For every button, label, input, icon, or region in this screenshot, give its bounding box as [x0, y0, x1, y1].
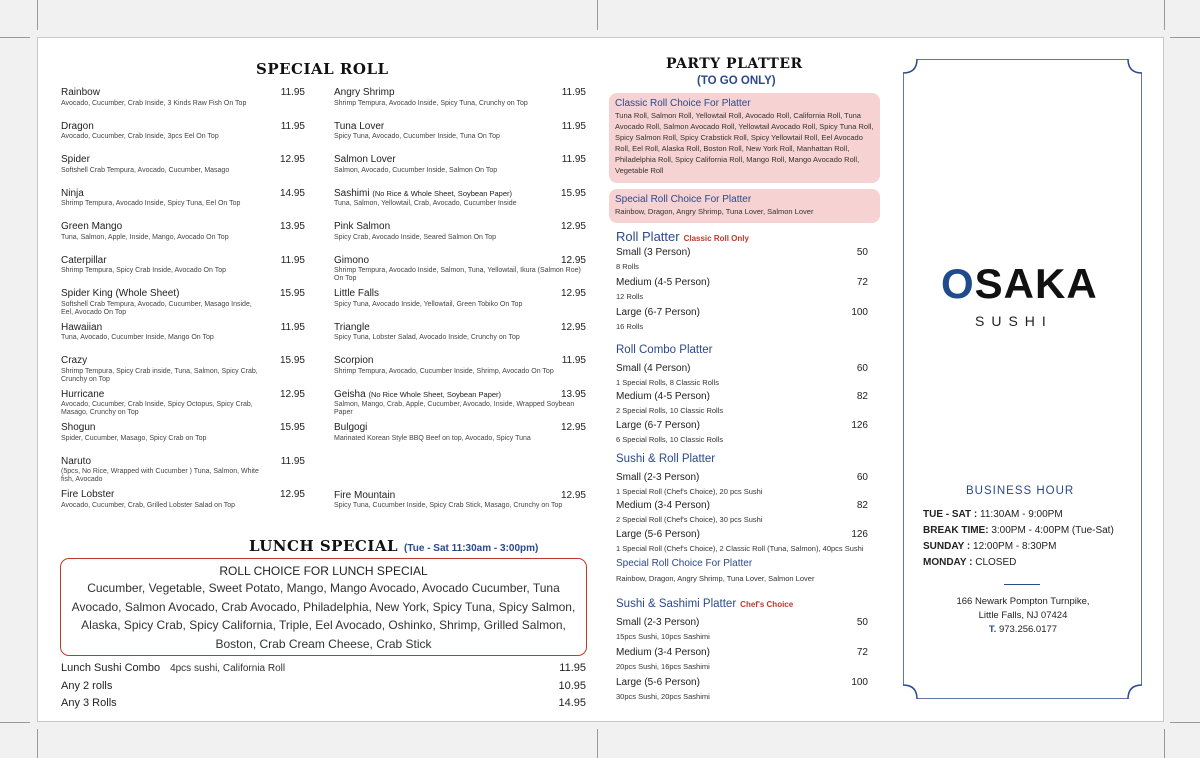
logo-subtitle: SUSHI	[975, 313, 1053, 329]
roll-name-text: Sashimi	[334, 187, 370, 199]
special-roll-item	[334, 254, 586, 288]
roll-price: 11.95	[561, 154, 586, 165]
roll-name-text: Fire Lobster	[61, 489, 115, 500]
crop-mark	[1164, 0, 1165, 30]
platter-price: 126	[851, 529, 868, 540]
platter-item	[616, 472, 868, 497]
platter-price: 82	[856, 500, 868, 511]
address-line-1: 166 Newark Pompton Turnpike,	[956, 596, 1090, 607]
special-roll-item	[334, 489, 586, 523]
lunch-item-price: 14.95	[558, 697, 586, 709]
roll-name	[61, 86, 305, 99]
roll-description: Spicy Tuna, Lobster Salad, Avocado Inside, Crunchy on Top	[334, 334, 520, 341]
special-roll-item	[61, 421, 305, 455]
roll-description: Spider, Cucumber, Masago, Spicy Crab on Top	[61, 434, 207, 442]
platter-desc: 20pcs Sushi, 16pcs Sashimi	[616, 662, 710, 671]
roll-price: 11.95	[280, 120, 305, 132]
roll-name-text: Naruto	[61, 455, 92, 467]
platter-desc: 8 Rolls	[616, 262, 639, 271]
crop-mark	[37, 0, 38, 30]
platter-size: Large (6-7 Person)	[616, 307, 700, 318]
roll-price: 11.95	[280, 455, 305, 467]
platter-desc: 15pcs Sushi, 10pcs Sashimi	[616, 632, 710, 641]
logo-text: SAKA	[974, 260, 1098, 307]
roll-description: Avocado, Cucumber, Crab Inside, 3pcs Eel On Top	[61, 133, 219, 140]
phone-label: T.	[988, 624, 997, 635]
roll-price: 15.95	[279, 422, 305, 433]
roll-name	[334, 187, 586, 200]
sushi-roll-platter-title: Sushi & Roll Platter	[616, 453, 716, 465]
roll-description: Softshell Crab Tempura, Avocado, Cucumber, Masago Inside, Eel, Avocado On Top	[61, 300, 252, 316]
roll-description: Tuna, Salmon, Yellowtail, Crab, Avocado, Cucumber Inside	[334, 200, 517, 207]
roll-description: Marinated Korean Style BBQ Beef on top, Avocado, Spicy Tuna	[334, 434, 531, 442]
platter-size: Medium (3-4 Person)	[616, 647, 710, 658]
business-hour-row	[923, 509, 1063, 520]
lunch-item-desc: 4pcs sushi, California Roll	[170, 663, 286, 674]
special-roll-item	[334, 120, 586, 154]
divider	[1004, 584, 1040, 585]
sushi-roll-choice-title: Special Roll Choice For Platter	[616, 558, 753, 569]
roll-description: Softshell Crab Tempura, Avocado, Cucumber, Masago	[61, 166, 230, 174]
roll-name-text: Dragon	[61, 120, 94, 132]
sashimi-platter-title	[616, 598, 793, 610]
crop-mark	[1170, 722, 1200, 723]
roll-note: (No Rice & Whole Sheet, Soybean Paper)	[372, 188, 513, 198]
roll-name-text: Crazy	[61, 355, 88, 366]
roll-name	[61, 488, 305, 501]
platter-size: Large (5-6 Person)	[616, 529, 700, 540]
lunch-item	[61, 661, 586, 676]
platter-size: Small (2-3 Person)	[616, 472, 700, 483]
roll-description: Shrimp Tempura, Avocado Inside, Spicy Tuna, Eel On Top	[61, 200, 241, 207]
roll-name	[334, 254, 586, 267]
roll-note: (No Rice Whole Sheet, Soybean Paper)	[368, 389, 502, 399]
roll-description: Shrimp Tempura, Spicy Crab Inside, Avocado On Top	[61, 267, 226, 274]
roll-platter-tag: Classic Roll Only	[683, 234, 749, 243]
special-roll-choice-title: Special Roll Choice For Platter	[615, 194, 752, 205]
roll-price: 12.95	[279, 388, 305, 400]
roll-name-text: Spider	[61, 154, 90, 165]
special-roll-item	[61, 86, 305, 120]
platter-price: 60	[856, 472, 868, 483]
platter-size: Large (6-7 Person)	[616, 420, 700, 431]
lunch-item	[61, 696, 586, 710]
roll-name	[61, 254, 305, 267]
roll-price: 12.95	[560, 489, 586, 501]
special-roll-item	[334, 455, 586, 489]
roll-description: Tuna, Salmon, Apple, Inside, Mango, Avocado On Top	[61, 233, 229, 241]
platter-item	[616, 247, 868, 272]
platter-item	[616, 529, 868, 554]
roll-price: 11.95	[280, 321, 305, 333]
lunch-special-title: LUNCH SPECIAL	[249, 537, 399, 555]
classic-roll-choice-list: Tuna Roll, Salmon Roll, Yellowtail Roll, Avocado Roll, California Roll, Tuna Avocado Roll, Salmon Avocado Roll, Yellowtail Avocado Roll, Spicy Tuna Roll, Spicy Salmon Roll, Spicy Crabstick Roll, Spicy Yellowtail Roll, Eel Avocado Roll, Eel Roll, Alaska Roll, Boston Roll, New York Roll, Manhattan Roll, Philadelphia Roll, Spicy California Roll, Mango Roll, Mango Avocado Roll, Vegetable Roll	[615, 111, 874, 175]
platter-item	[616, 647, 868, 672]
combo-platter-title: Roll Combo Platter	[616, 344, 713, 356]
roll-name-text: Salmon Lover	[334, 154, 396, 165]
roll-name-text: Hurricane	[61, 388, 105, 400]
business-hour-value: 12:00PM - 8:30PM	[973, 541, 1057, 552]
platter-item	[616, 500, 868, 525]
roll-price: 15.95	[279, 288, 305, 299]
roll-name	[61, 321, 305, 334]
platter-desc: 2 Special Rolls, 10 Classic Rolls	[616, 406, 724, 415]
platter-price: 82	[856, 391, 868, 402]
lunch-item	[61, 679, 586, 693]
roll-name	[61, 421, 305, 434]
roll-name	[61, 287, 305, 300]
special-roll-item	[334, 321, 586, 355]
roll-name	[334, 287, 586, 300]
platter-item	[616, 677, 868, 702]
crop-mark	[597, 729, 598, 758]
platter-size: Medium (4-5 Person)	[616, 277, 710, 288]
roll-price: 12.95	[560, 422, 586, 433]
sashimi-platter-title-text: Sushi & Sashimi Platter	[616, 598, 737, 610]
roll-price: 12.95	[560, 321, 586, 333]
platter-size: Small (2-3 Person)	[616, 617, 700, 628]
crop-mark	[597, 0, 598, 30]
roll-price: 12.95	[279, 154, 305, 165]
roll-price: 15.95	[279, 355, 305, 366]
crop-mark	[37, 729, 38, 758]
special-roll-item	[61, 187, 305, 221]
platter-price: 60	[856, 363, 868, 374]
business-hour-value: 3:00PM - 4:00PM (Tue-Sat)	[991, 525, 1114, 536]
roll-name-text: Ninja	[61, 187, 84, 199]
party-platter-subtitle: (TO GO ONLY)	[697, 75, 776, 87]
platter-price: 50	[856, 247, 868, 258]
platter-price: 126	[851, 420, 868, 431]
roll-name-text: Bulgogi	[334, 422, 368, 433]
roll-name	[61, 354, 305, 367]
osaka-logo	[941, 262, 1098, 306]
platter-price: 100	[851, 677, 868, 688]
business-hour-row	[923, 557, 1016, 568]
roll-name-text: Rainbow	[61, 87, 100, 98]
roll-description: Shrimp Tempura, Avocado, Cucumber Inside, Shrimp, Avocado On Top	[334, 367, 554, 375]
roll-price: 12.95	[560, 254, 586, 266]
roll-name-text: Gimono	[334, 254, 370, 266]
business-hour-row	[923, 525, 1114, 536]
special-roll-title: SPECIAL ROLL	[256, 60, 389, 78]
roll-name-text: Hawaiian	[61, 321, 103, 333]
roll-description: Shrimp Tempura, Avocado Inside, Spicy Tuna, Crunchy on Top	[334, 99, 528, 107]
platter-desc: 1 Special Roll (Chef's Choice), 20 pcs Sushi	[616, 487, 763, 496]
platter-price: 72	[856, 277, 868, 288]
platter-desc: 16 Rolls	[616, 322, 644, 331]
lunch-special-header	[249, 537, 538, 556]
special-roll-item	[334, 153, 586, 187]
sushi-roll-choice-list: Rainbow, Dragon, Angry Shrimp, Tuna Lover, Salmon Lover	[616, 574, 815, 583]
lunch-item-name: Any 2 rolls	[61, 680, 113, 692]
platter-desc: 30pcs Sushi, 20pcs Sashimi	[616, 692, 710, 701]
roll-price: 12.95	[279, 489, 305, 500]
lunch-item-name: Any 3 Rolls	[61, 697, 117, 709]
special-roll-column-right	[334, 86, 586, 522]
special-roll-choice-box	[609, 189, 880, 223]
roll-price: 13.95	[560, 388, 586, 400]
lunch-item-price: 10.95	[558, 680, 586, 692]
roll-price: 15.95	[560, 187, 586, 199]
roll-name-text: Pink Salmon	[334, 221, 391, 232]
roll-name	[334, 489, 586, 502]
roll-description: Spicy Crab, Avocado Inside, Seared Salmon On Top	[334, 233, 497, 241]
roll-platter-title	[616, 229, 749, 244]
phone-number	[903, 624, 1143, 635]
platter-size: Large (5-6 Person)	[616, 677, 700, 688]
special-roll-item	[61, 120, 305, 154]
roll-description: Spicy Tuna, Avocado, Cucumber Inside, Tuna On Top	[334, 133, 500, 140]
roll-name	[334, 220, 586, 233]
special-roll-item	[334, 86, 586, 120]
roll-name-text: Fire Mountain	[334, 489, 396, 501]
crop-mark	[1164, 729, 1165, 758]
roll-name	[334, 388, 586, 401]
platter-item	[616, 391, 868, 416]
roll-price: 12.95	[560, 288, 586, 299]
lunch-item-price: 11.95	[559, 662, 586, 674]
roll-price: 11.95	[561, 355, 586, 366]
special-roll-item	[61, 254, 305, 288]
business-hour-label: SUNDAY :	[923, 541, 971, 552]
platter-price: 100	[851, 307, 868, 318]
lunch-item-name: Lunch Sushi Combo	[61, 662, 161, 674]
roll-name-text: Triangle	[334, 321, 370, 333]
roll-name-text: Little Falls	[334, 288, 380, 299]
roll-name-text: Caterpillar	[61, 254, 107, 266]
platter-desc: 6 Special Rolls, 10 Classic Rolls	[616, 435, 724, 444]
special-roll-item	[61, 488, 305, 522]
roll-description: Avocado, Cucumber, Crab Inside, Spicy Octopus, Spicy Crab, Masago, Crunchy on Top	[61, 401, 253, 417]
roll-name-text: Geisha	[334, 388, 366, 400]
special-roll-item	[61, 287, 305, 321]
roll-description: Tuna, Avocado, Cucumber Inside, Mango On Top	[61, 334, 214, 341]
roll-name	[61, 153, 305, 166]
roll-description: Avocado, Cucumber, Crab Inside, 3 Kinds Raw Fish On Top	[61, 99, 247, 107]
special-roll-item	[61, 388, 305, 422]
special-roll-item	[61, 354, 305, 388]
special-roll-item	[334, 287, 586, 321]
platter-size: Medium (3-4 Person)	[616, 500, 710, 511]
business-hour-label: BREAK TIME:	[923, 525, 989, 536]
logo-letter-o: O	[941, 260, 975, 307]
special-roll-item	[334, 354, 586, 388]
crop-mark	[1170, 37, 1200, 38]
platter-size: Medium (4-5 Person)	[616, 391, 710, 402]
platter-size: Small (3 Person)	[616, 247, 691, 258]
roll-name-text: Angry Shrimp	[334, 87, 395, 98]
business-hour-label: TUE - SAT :	[923, 509, 978, 520]
special-roll-item	[334, 388, 586, 422]
special-roll-choice-list: Rainbow, Dragon, Angry Shrimp, Tuna Lover, Salmon Lover	[615, 207, 814, 216]
special-roll-item	[61, 220, 305, 254]
classic-roll-choice-title: Classic Roll Choice For Platter	[615, 98, 751, 109]
roll-description: Shrimp Tempura, Avocado Inside, Salmon, Tuna, Yellowtail, Ikura (Salmon Roe) On Top	[334, 267, 581, 283]
address-line-2: Little Falls, NJ 07424	[978, 610, 1068, 621]
roll-price: 11.95	[280, 87, 305, 98]
roll-description: Salmon, Avocado, Cucumber Inside, Salmon On Top	[334, 166, 498, 174]
phone-value: 973.256.0177	[998, 624, 1058, 635]
roll-name	[61, 388, 305, 401]
roll-price: 11.95	[561, 120, 586, 132]
business-hour-row	[923, 541, 1056, 552]
roll-price: 14.95	[279, 187, 305, 199]
platter-price: 50	[856, 617, 868, 628]
crop-mark	[0, 722, 30, 723]
roll-name-text: Green Mango	[61, 221, 123, 232]
special-roll-column-left	[61, 86, 305, 522]
special-roll-item	[334, 187, 586, 221]
roll-name-text: Scorpion	[334, 355, 374, 366]
roll-price: 11.95	[561, 87, 586, 98]
platter-desc: 12 Rolls	[616, 292, 644, 301]
roll-name-text: Tuna Lover	[334, 120, 385, 132]
roll-description: Shrimp Tempura, Spicy Crab inside, Tuna, Salmon, Spicy Crab, Crunchy on Top	[61, 367, 258, 383]
special-roll-item	[61, 455, 305, 489]
lunch-roll-choice-list: Cucumber, Vegetable, Sweet Potato, Mango, Mango Avocado, Avocado Cucumber, Tuna Avocado, Salmon Avocado, Crab Avocado, Philadelphia, New York, Spicy Tuna, Spicy Salmon, Alaska, Spicy Crab, Spicy California, Triple, Eel Avocado, Oshinko, Shrimp, Grilled Salmon, Boston, Crab Cream Cheese, Crab Stick	[71, 581, 576, 651]
platter-item	[616, 363, 868, 388]
roll-name-text: Shogun	[61, 422, 96, 433]
special-roll-item	[334, 220, 586, 254]
sashimi-platter-tag: Chef's Choice	[740, 600, 794, 609]
roll-name	[334, 321, 586, 334]
lunch-roll-choice-title: ROLL CHOICE FOR LUNCH SPECIAL	[219, 564, 428, 578]
platter-item	[616, 617, 868, 642]
roll-name	[334, 354, 586, 367]
platter-size: Small (4 Person)	[616, 363, 691, 374]
roll-name	[61, 455, 305, 468]
roll-name-text: Spider King (Whole Sheet)	[61, 288, 180, 299]
roll-description: Avocado, Cucumber, Crab, Grilled Lobster Salad on Top	[61, 501, 236, 509]
special-roll-item	[61, 321, 305, 355]
business-hour-value: 11:30AM - 9:00PM	[980, 509, 1063, 520]
special-roll-item	[334, 421, 586, 455]
crop-mark	[0, 37, 30, 38]
roll-price: 13.95	[279, 221, 305, 232]
roll-name	[61, 220, 305, 233]
platter-desc: 1 Special Rolls, 8 Classic Rolls	[616, 378, 719, 387]
roll-description: Salmon, Mango, Crab, Apple, Cucumber, Avocado, Inside, Wrapped Soybean Paper	[334, 401, 575, 417]
roll-name	[61, 120, 305, 133]
business-hour-label: MONDAY :	[923, 557, 973, 568]
roll-name	[61, 187, 305, 200]
roll-name	[334, 153, 586, 166]
business-hour-title: BUSINESS HOUR	[966, 485, 1075, 497]
platter-desc: 1 Special Roll (Chef's Choice), 2 Classic Roll (Tuna, Salmon), 40pcs Sushi	[616, 544, 864, 553]
roll-description: Spicy Tuna, Avocado Inside, Yellowtail, Green Tobiko On Top	[334, 300, 523, 308]
platter-item	[616, 277, 868, 302]
party-platter-title: PARTY PLATTER	[666, 56, 803, 72]
roll-name	[334, 421, 586, 434]
roll-price: 12.95	[560, 221, 586, 232]
lunch-roll-choice-box	[60, 558, 587, 656]
platter-item	[616, 420, 868, 445]
lunch-special-hours: (Tue - Sat 11:30am - 3:00pm)	[404, 543, 539, 554]
roll-description: Spicy Tuna, Cucumber Inside, Spicy Crab Stick, Masago, Crunchy on Top	[334, 502, 563, 509]
special-roll-item	[61, 153, 305, 187]
roll-name	[334, 86, 586, 99]
roll-price: 11.95	[280, 254, 305, 266]
platter-item	[616, 307, 868, 332]
classic-roll-choice-box	[609, 93, 880, 183]
platter-price: 72	[856, 647, 868, 658]
platter-desc: 2 Special Roll (Chef's Choice), 30 pcs Sushi	[616, 515, 763, 524]
roll-name	[334, 120, 586, 133]
roll-description: (5pcs, No Rice, Wrapped with Cucumber ) Tuna, Salmon, White fish, Avocado	[61, 468, 259, 484]
roll-platter-title-text: Roll Platter	[616, 229, 680, 244]
business-hour-value: CLOSED	[975, 557, 1017, 568]
